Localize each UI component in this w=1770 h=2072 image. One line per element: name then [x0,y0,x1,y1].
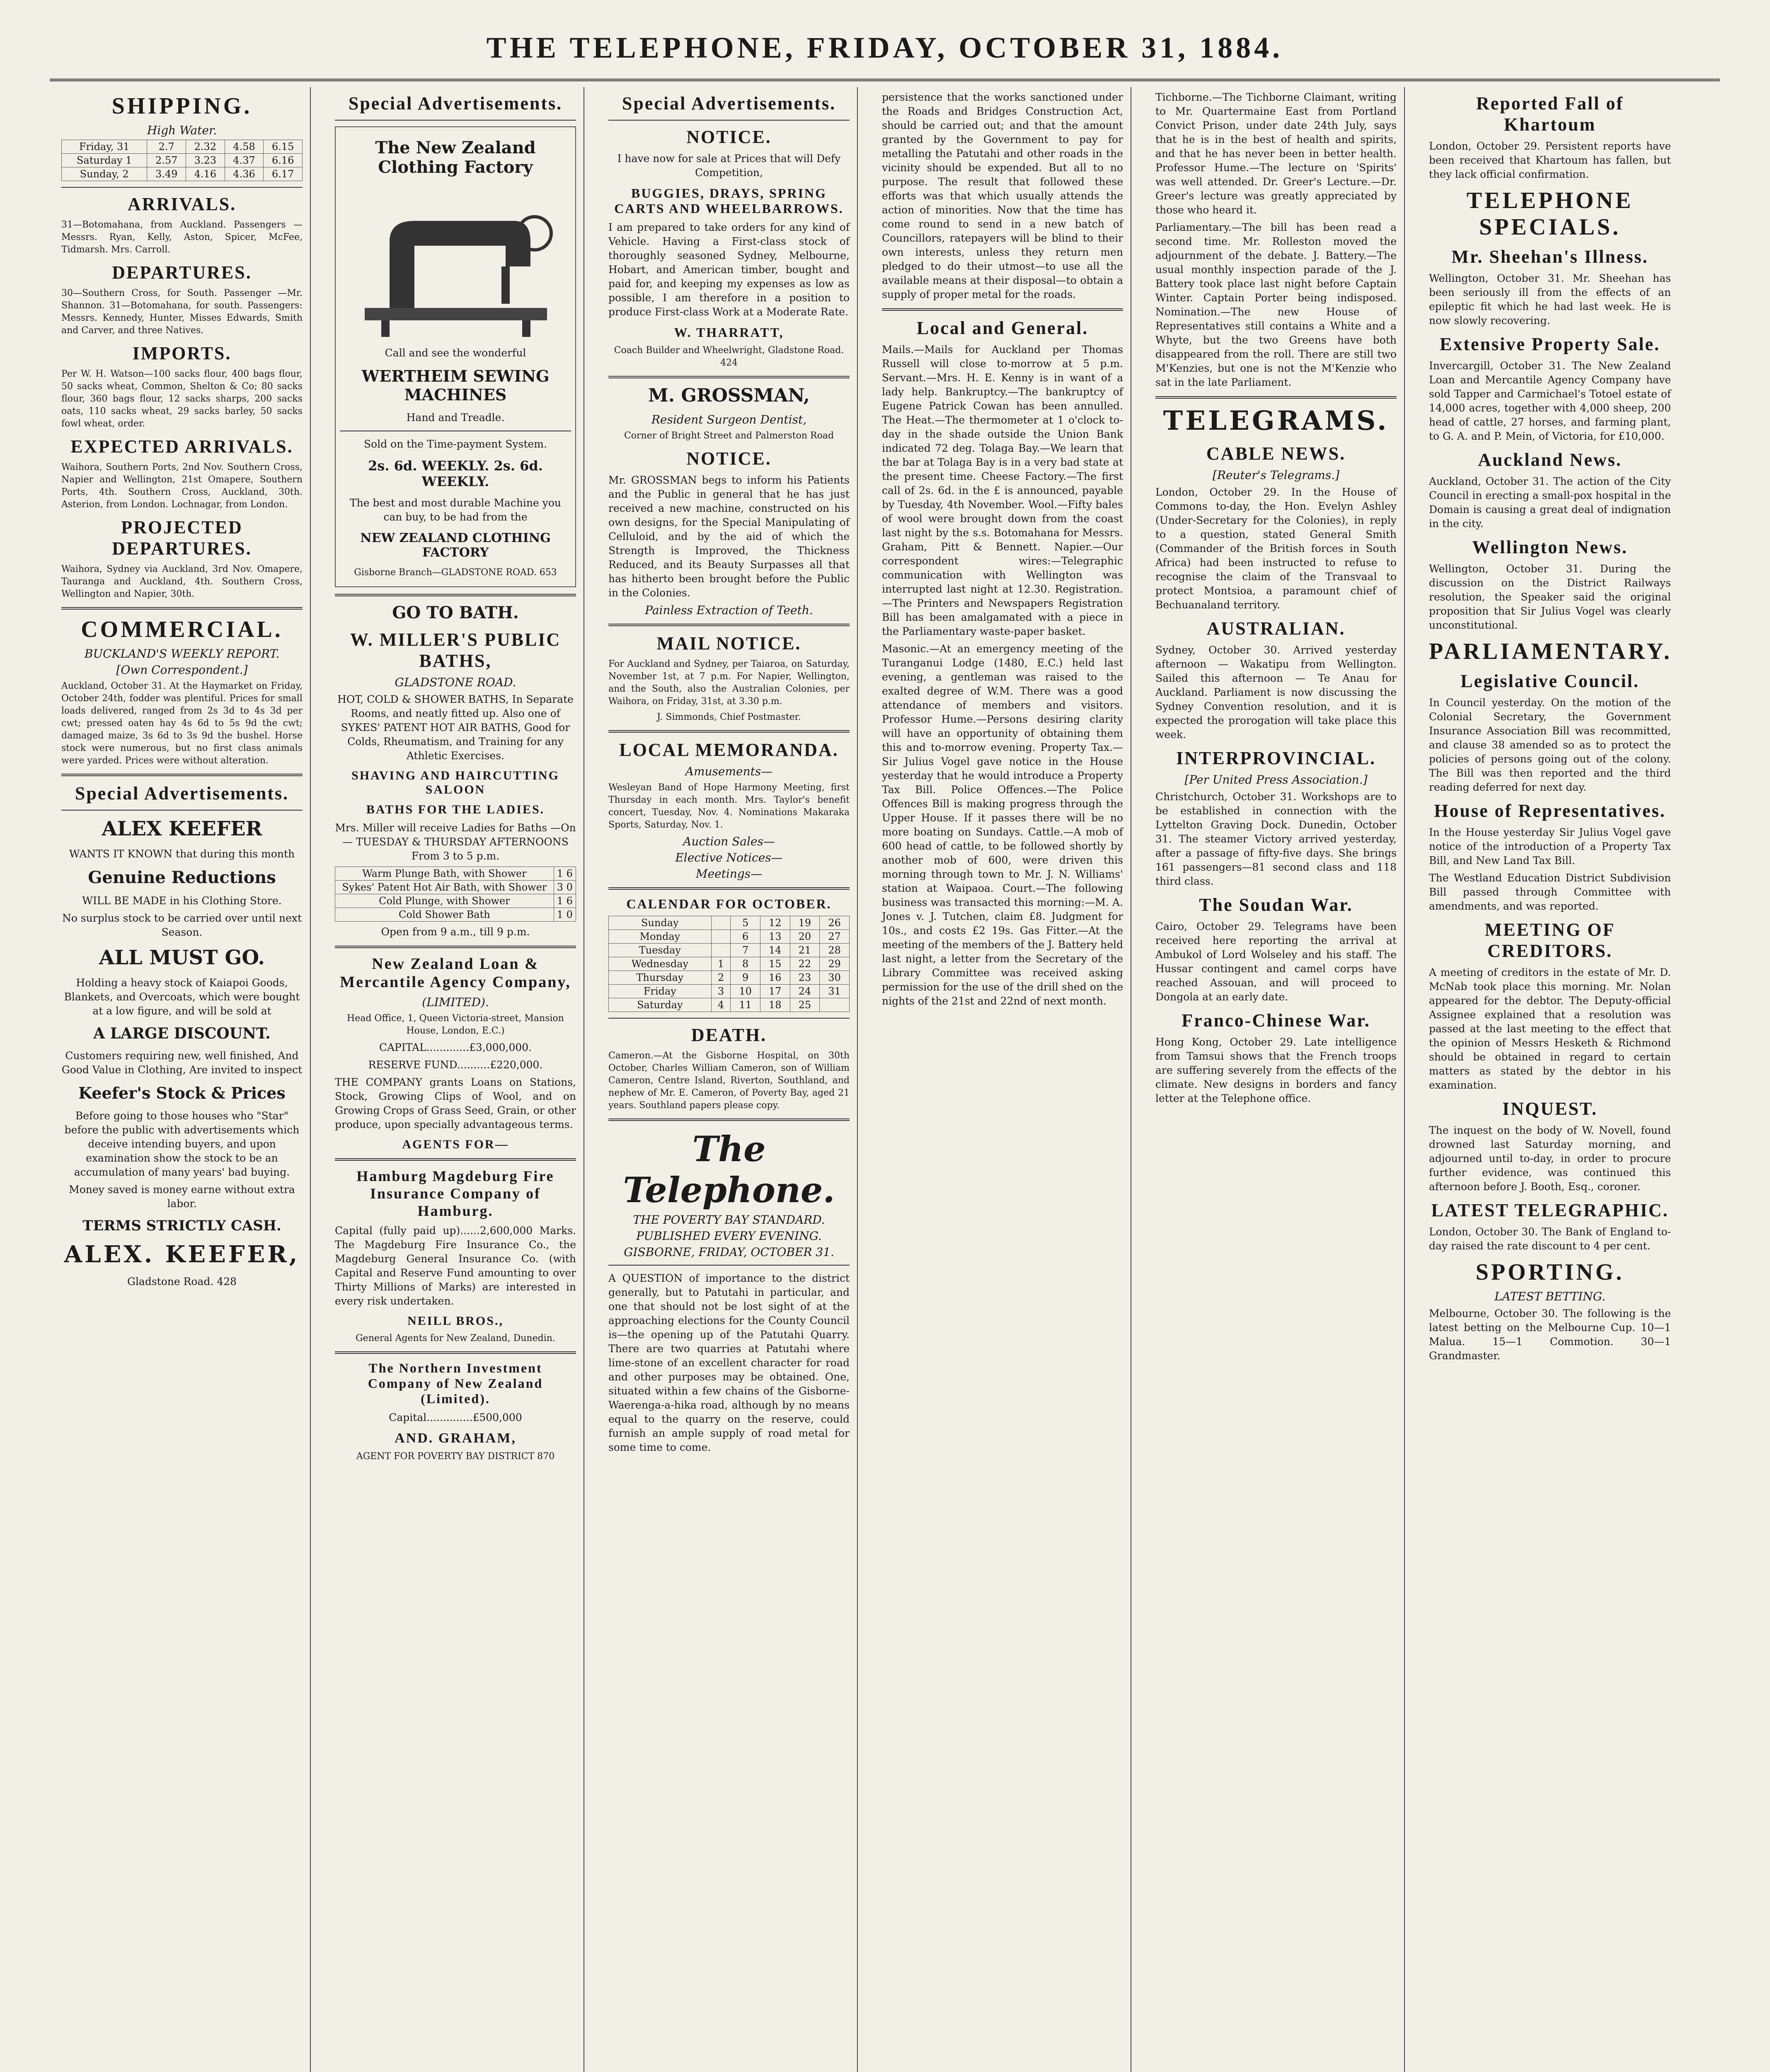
soudan-text: Cairo, October 29. Telegrams have been received here reporting the arrival at Ambukol of Lord Wolseley and his staff. The Hussar contingent and camel corps have reached Assouan, and will proceed to Dongola at an early date. [1155,920,1397,1003]
clothing-title: The New Zealand Clothing Factory [375,138,536,177]
legislative-text: In Council yesterday. On the motion of the Colonial Secretary, the Government Insurance Association Bill was recommitted, and clause 38 amended so as to protect the policies of persons going out of the colony. The Bill was then reported and the third reading deferred for next day. [1429,697,1671,793]
calendar-date [711,916,731,930]
hamburg-title: Hamburg Magdeburg Fire Insurance Company of Hamburg. [356,1168,554,1219]
calendar-row [609,971,850,985]
calendar-date: 27 [820,930,850,944]
buggies-title: BUGGIES, DRAYS, SPRING CARTS AND WHEELBARROWS. [614,186,844,216]
tide-cell: 4.36 [225,167,264,181]
calendar-date: 25 [790,998,820,1012]
calendar-date [711,930,731,944]
wellington-news-heading: Wellington News. [1472,537,1628,557]
property-sale-text: Invercargill, October 31. The New Zealand Loan and Mercantile Agency Company have sold Tapper and Carmichael's Totoel estate of 14,000 acres, together with 4,000 sheep, 200 head of cattle, 27 horses, and farming plant, to G. A. and P. Mein, of Victoria, for £10,000. [1429,360,1671,442]
calendar-day: Sunday [609,916,712,930]
loan-limited: (LIMITED). [422,995,489,1009]
dentist-text: Mr. GROSSMAN begs to inform his Patients and the Public in general that he has just received a new machine, constructed on his own designs, for the Special Manipulating of Celluloid, and by the aid of which the Strength is Improved, the Thickness Reduced, and its Beauty Surpasses all that has hitherto been brought before the Public in the Colonies. [608,474,850,599]
tide-cell: 3.49 [147,167,186,181]
agents-for: AGENTS FOR— [402,1138,509,1151]
bath-price-row [335,867,576,881]
painless-extraction: Painless Extraction of Teeth. [645,603,813,617]
soudan-heading: The Soudan War. [1199,895,1353,915]
calendar-date: 13 [760,930,790,944]
calendar-date: 9 [731,971,760,985]
keefer-footer: ALEX. KEEFER, [64,1241,300,1268]
hamburg-text: Capital (fully paid up)......2,600,000 Marks. The Magdeburg Fire Insurance Co., the Magdeburg General Insurance Co. (with Capital and Reserve Fund amounting to over Thirty Millions of Marks) are interested in every risk undertaken. [335,1225,576,1307]
calendar-day: Tuesday [609,944,712,957]
tharratt-text: Coach Builder and Wheelwright, Gladstone Road. 424 [614,345,844,368]
cable-heading: CABLE NEWS. [1206,443,1346,464]
baths-text: HOT, COLD & SHOWER BATHS, In Separate Rooms, and neatly fitted up. Also one of SYKES' PATENT HOT AIR BATHS, Good for Colds, Rheumatism, and Training for any Athletic Exercises. [337,693,574,762]
notice-text: I have now for sale at Prices that will Defy Competition, [617,152,841,179]
paper-logo: The Telephone. [623,1128,835,1210]
tide-cell: 2.7 [147,140,186,154]
calendar-date [820,998,850,1012]
ladies-text: Mrs. Miller will receive Ladies for Baths —On— TUESDAY & THURSDAY AFTERNOONS From 3 to 5 p.m. [335,822,576,862]
calendar-date: 21 [790,944,820,957]
calendar-day: Monday [609,930,712,944]
before-going-text: Before going to those houses who "Star" before the public with advertisements which deceive intending buyers, and upon examination show the stock to be an accumulation of many years' bad buying. [64,1110,300,1178]
col5-text-1: Tichborne.—The Tichborne Claimant, writing to Mr. Quartermaine East from Portland Convict Prison, under date 24th July, says that he is in the best of health and spirits, and that he has never been in better health. Professor Hume.—The lecture on 'Spirits' was well attended. Dr. Greer's Lecture.—Dr. Greer's lecture was greatly appreciated by those who heard it. [1155,91,1397,216]
calendar-date: 18 [760,998,790,1012]
telegrams-heading: TELEGRAMS. [1163,405,1389,436]
made-in-text: WILL BE MADE in his Clothing Store. [82,895,282,907]
bath-price-table [335,867,576,922]
holding-text: Holding a heavy stock of Kaiapoi Goods, Blankets, and Overcoats, which were bought at a low figure, and will be sold at [64,977,300,1017]
bath-price-row [335,881,576,894]
press-assoc-label: [Per United Press Association.] [1184,773,1368,787]
weekly-price: 2s. 6d. WEEKLY. 2s. 6d. WEEKLY. [368,458,543,489]
specials-heading: TELEPHONE SPECIALS. [1466,188,1634,240]
buggies-text: I am prepared to take orders for any kind of Vehicle. Having a First-class stock of thoroughly seasoned Sydney, Melbourne, Hobart, and American timber, bought and paid for, and keeping my expenses as low as possible, I am therefore in a position to produce First-class Work at a Moderate Rate. [608,221,850,318]
graham-name: AND. GRAHAM, [395,1431,516,1446]
calendar-day: Wednesday [609,957,712,971]
projected-heading: PROJECTED DEPARTURES. [112,517,252,559]
creditors-text: A meeting of creditors in the estate of Mr. D. McNab took place this morning. Mr. Nolan appeared for the debtor. The Deputy-official Assignee explained that a resolution was passed at the last meeting to the effect that the opinion of Messrs Hesketh & Richmond should be obtained in regard to certain matters as stated by the debtor in his examination. [1429,966,1671,1091]
calendar-heading: CALENDAR FOR OCTOBER. [626,896,832,911]
dentist-title: Resident Surgeon Dentist, [651,413,807,426]
large-discount: A LARGE DISCOUNT. [93,1025,271,1042]
keefer-text: WANTS IT KNOWN that during this month [69,848,295,860]
calendar-date: 17 [760,985,790,998]
auckland-news-heading: Auckland News. [1478,450,1622,470]
memo-text: Wesleyan Band of Hope Harmony Meeting, first Thursday in each month. Mrs. Taylor's benefit concert, Tuesday, Nov. 4. Nominations Makaraka Sports, Saturday, Nov. 1. [608,782,850,830]
calendar-row [609,944,850,957]
bath-price-cell: Cold Shower Bath [335,908,554,922]
departures-text: 30—Southern Cross, for South. Passenger —Mr. Shannon. 31—Botomahana, for south. Passengers: Messrs. Kennedy, Hunter, Misses Edwards, Smith and Carver, and three Natives. [61,288,303,336]
capital-line: CAPITAL.............£3,000,000. [379,1041,532,1053]
calendar-date: 23 [790,971,820,985]
special-ads-heading-3: Special Advertisements. [622,93,836,114]
latest-text: London, October 30. The Bank of England to-day raised the rate discount to 4 per cent. [1429,1226,1671,1252]
neill-name: NEILL BROS., [407,1314,504,1328]
nzic-title: The Northern Investment Company of New Zealand (Limited). [368,1360,543,1406]
mail-text: For Auckland and Sydney, per Taiaroa, on Saturday, November 1st, at 7 p.m. For Napier, Wellington, and the South, also the Australian Colonies, per Waihora, on Friday, 31st, at 3.30 p.m. [608,659,850,707]
meetings-label: Meetings— [695,867,763,881]
legislative-heading: Legislative Council. [1460,671,1639,691]
best-machine: The best and most durable Machine you can buy, to be had from the [349,497,562,523]
calendar-date: 12 [760,916,790,930]
westland-text: The Westland Education District Subdivision Bill passed through Committee with amendments, and was reported. [1429,872,1671,912]
sewing-machine-illustration [340,184,572,341]
column-4 [874,87,1131,2072]
commercial-heading: COMMERCIAL. [81,617,283,642]
bath-price-cell: Warm Plunge Bath, with Shower [335,867,554,881]
nzic-capital: Capital..............£500,000 [389,1411,522,1423]
projected-text: Waihora, Sydney via Auckland, 3rd Nov. Omapere, Tauranga and Auckland, 4th. Southern Cross, Wellington and Napier, 30th. [61,564,303,599]
special-ads-heading-1: Special Advertisements. [75,783,289,804]
calendar-row [609,998,850,1012]
loan-title: New Zealand Loan & Mercantile Agency Company, [340,955,571,991]
tide-cell: 6.15 [264,140,303,154]
high-water-label: High Water. [147,123,217,137]
dateline: GISBORNE, FRIDAY, OCTOBER 31. [624,1245,834,1259]
calendar-date [711,944,731,957]
editorial-text: A QUESTION of importance to the district generally, but to Patutahi in particular, and one that should not be lost sight of at the approaching elections for the County Council is—the opening up of the Patutahi Quarry. There are two quarries at Patutahi where lime-stone of an excellent character for road and other purposes may be obtained. One, situated within a few chains of the Gisborne-Waerenga-a-hika road, although by no means equal to the quarry on the reserve, could furnish an ample supply of road metal for some time to come. [608,1272,850,1453]
grossman-name: M. GROSSMAN, [648,385,810,406]
calendar-date: 11 [731,998,760,1012]
column-5 [1148,87,1405,2072]
death-heading: DEATH. [691,1025,767,1045]
local-general-text: Mails.—Mails for Auckland per Thomas Russell will close to-morrow at 5 p.m. Servant.—Mrs. H. E. Kenny is in want of a lady help. Bankruptcy.—The bankruptcy of Eugene Patrick Cowan has been annulled. The Heat.—The thermometer at 1 o'clock to-day in the shade outside the Union Bank indicated 72 deg. Tolaga Bay.—We learn that the bar at Tolaga Bay is in a very bad state at the present time. Cheese Factory.—The first call of 2s. 6d. in the £ is announced, payable by Tuesday, 4th November. Wool.—Fifty bales of wool were brought down from the coast last night by the s.s. Botomahana for Messrs. Graham, Pitt & Bennett. Napier.—Our correspondent wires:—Telegraphic communication with Wellington was interrupted last night at 12.30. Registration.—The Printers and Newspapers Registration Bill has been amalgamated with a piece in the Parliamentary waste-paper basket. [882,344,1123,637]
terms-cash: TERMS STRICTLY CASH. [82,1218,281,1234]
calendar-date: 26 [820,916,850,930]
property-sale-heading: Extensive Property Sale. [1440,334,1660,354]
expected-heading: EXPECTED ARRIVALS. [70,436,293,457]
column-1 [54,87,311,2072]
calendar-date: 14 [760,944,790,957]
tide-cell: 2.32 [186,140,225,154]
head-office: Head Office, 1, Queen Victoria-street, Mansion House, London, E.C.) [347,1013,564,1036]
keefer-title: ALEX KEEFER [102,817,262,840]
calendar-date: 8 [731,957,760,971]
latest-heading: LATEST TELEGRAPHIC. [1431,1200,1669,1220]
inquest-heading: INQUEST. [1502,1099,1598,1119]
imports-heading: IMPORTS. [132,343,232,363]
miller-title: W. MILLER'S PUBLIC BATHS, [350,629,561,671]
keefer-footer-addr: Gladstone Road. 428 [127,1276,237,1288]
calendar-date: 2 [711,971,731,985]
wellington-news-text: Wellington, October 31. During the discussion on the District Railways resolution, the Speaker said the original proposition that Sir Julius Vogel was clearly unconstitutional. [1429,563,1671,631]
bath-price-row [335,894,576,908]
reuter-label: [Reuter's Telegrams.] [1212,468,1340,482]
bath-price-cell: 3 0 [554,881,576,894]
auckland-news-text: Auckland, October 31. The action of the City Council in erecting a small-pox hospital in the Domain is causing a great deal of indignation in the city. [1429,475,1671,530]
calendar-day: Thursday [609,971,712,985]
calendar-date: 20 [790,930,820,944]
reserve-line: RESERVE FUND..........£220,000. [368,1059,543,1071]
franco-text: Hong Kong, October 29. Late intelligence from Tamsui shows that the French troops are suffering severely from the effects of the climate. New designs in borders and fancy letter at the Telephone office. [1155,1036,1397,1104]
arrivals-text: 31—Botomahana, from Auckland. Passengers — Messrs. Ryan, Kelly, Aston, Spicer, McFee, Tidmarsh. Mrs. Carroll. [61,220,303,255]
tide-row [62,154,303,167]
calendar-date: 6 [731,930,760,944]
expected-text: Waihora, Southern Ports, 2nd Nov. Southern Cross, Napier and Wellington, 21st Omapere, Southern Ports, 4th. Southern Cross, Auckland, 30th. Asterion, from London. Lochnagar, from London. [61,462,303,510]
tide-table [61,140,303,181]
no-surplus-text: No surplus stock to be carried over until next Season. [62,912,302,938]
masthead-title: THE TELEPHONE, FRIDAY, OCTOBER 31, 1884. [486,31,1283,64]
column-3 [601,87,858,2072]
australian-text: Sydney, October 30. Arrived yesterday afternoon — Wakatipu from Wellington. Sailed this afternoon — Te Anau for Auckland. Parliament is now discussing the Sydney Convention resolution, and it is expected the prorogation will take place this week. [1155,644,1397,741]
ladies-heading: BATHS FOR THE LADIES. [366,803,545,816]
tide-cell: Friday, 31 [62,140,147,154]
tide-cell: 2.57 [147,154,186,167]
bath-price-cell: 1 6 [554,867,576,881]
postmaster: J. Simmonds, Chief Postmaster. [657,712,801,722]
sheehan-text: Wellington, October 31. Mr. Sheehan has been seriously ill from the effects of an epileptic fit which he had last week. He is now slowly recovering. [1429,272,1671,327]
bath-price-cell: 1 6 [554,894,576,908]
cable-text: London, October 29. In the House of Commons to-day, the Hon. Evelyn Ashley (Under-Secretary for the Colonies), in reply to a question, stated General Smith (Commander of the British forces in South Africa) had been instructed to refuse to recognise the claim of the Transvaal to protect Montsioa, a paramount chief of Bechuanaland territory. [1155,486,1397,611]
betting-label: LATEST BETTING. [1494,1290,1605,1303]
calendar-date: 5 [731,916,760,930]
tide-cell: 3.23 [186,154,225,167]
miller-address: GLADSTONE ROAD. [395,675,516,689]
published-line: PUBLISHED EVERY EVENING. [636,1229,822,1243]
tide-cell: 4.58 [225,140,264,154]
own-correspondent: [Own Correspondent.] [116,663,248,677]
standard-line: THE POVERTY BAY STANDARD. [633,1213,825,1227]
customers-text: Customers requiring new, well finished, And Good Value in Clothing, Are invited to inspect [61,1050,303,1076]
calendar-date: 28 [820,944,850,957]
bath-price-cell: Sykes' Patent Hot Air Bath, with Shower [335,881,554,894]
calendar-date: 16 [760,971,790,985]
interprovincial-heading: INTERPROVINCIAL. [1176,748,1376,768]
shipping-heading: SHIPPING. [111,93,252,119]
tide-cell: Saturday 1 [62,154,147,167]
arrivals-heading: ARRIVALS. [127,194,237,214]
tide-cell: 4.37 [225,154,264,167]
tide-cell: Sunday, 2 [62,167,147,181]
calendar-date: 15 [760,957,790,971]
sheehan-heading: Mr. Sheehan's Illness. [1451,247,1649,267]
parliamentary-heading: PARLIAMENTARY. [1429,639,1672,664]
creditors-heading: MEETING OF CREDITORS. [1484,920,1615,961]
commercial-text: Auckland, October 31. At the Haymarket on Friday, October 24th, fodder was plentiful. Prices for small loads delivered, ranged from 2s 3d to 4s 3d per cwt; pressed oaten hay 4s 6d to 5s 9d the cwt; damaged maize, 3s 6d to 3s 9d the bushel. Horse stock were numerous, but no first class animals were yarded. Prices were without alteration. [61,681,303,766]
calendar-row [609,985,850,998]
calendar-date: 19 [790,916,820,930]
auction-label: Auction Sales— [683,835,775,848]
sewing-title: WERTHEIM SEWING MACHINES [361,367,550,404]
dentist-address: Corner of Bright Street and Palmerston Road [624,431,834,441]
calendar-date: 31 [820,985,850,998]
australian-heading: AUSTRALIAN. [1206,618,1346,639]
house-reps-heading: House of Representatives. [1434,801,1666,821]
inquest-text: The inquest on the body of W. Novell, found drowned last Saturday morning, and adjourned until to-day, in order to procure further evidence, was continued this afternoon before J. Booth, Esq., coroner. [1429,1124,1671,1193]
graham-text: AGENT FOR POVERTY BAY DISTRICT 870 [356,1451,555,1462]
special-ads-heading-2: Special Advertisements. [348,93,563,114]
masthead [50,17,1720,81]
bath-price-cell: 1 0 [554,908,576,922]
hand-treadle: Hand and Treadle. [406,411,505,424]
calendar-date: 7 [731,944,760,957]
tharratt-name: W. THARRATT, [674,325,784,340]
notice-heading: NOTICE. [686,127,772,147]
time-payment: Sold on the Time-payment System. [364,438,547,450]
betting-text: Melbourne, October 30. The following is the latest betting on the Melbourne Cup. 10—1 Malua. 15—1 Commotion. 30—1 Grandmaster. [1429,1307,1671,1362]
clothing-ad [335,126,576,587]
open-hours: Open from 9 a.m., till 9 p.m. [381,926,530,938]
imports-text: Per W. H. Watson—100 sacks flour, 400 bags flour, 50 sacks wheat, Common, Shelton & Co; 80 sacks flour, 360 bags flour, 12 sacks sharps, 200 sacks oats, 110 sacks wheat, 29 sacks barley, 50 sacks fowl wheat, order. [61,369,303,429]
amusements-label: Amusements— [685,765,773,778]
genuine-reductions: Genuine Reductions [88,868,276,887]
tide-row [62,140,303,154]
notice2-heading: NOTICE. [686,448,772,469]
calendar-date: 3 [711,985,731,998]
tide-cell: 4.16 [186,167,225,181]
loan-text: THE COMPANY grants Loans on Stations, Stock, Growing Clips of Wool, and on Growing Crops of Grass Seed, Grain, or other produce, upon specially advantageous terms. [335,1076,576,1130]
calendar-row [609,957,850,971]
tide-cell: 6.16 [264,154,303,167]
stock-prices: Keefer's Stock & Prices [78,1084,286,1102]
bath-price-cell: Cold Plunge, with Shower [335,894,554,908]
column-2 [327,87,584,2072]
calendar-row [609,916,850,930]
tide-cell: 6.17 [264,167,303,181]
calendar-date: 1 [711,957,731,971]
editorial-continued: persistence that the works sanctioned under the Roads and Bridges Construction Act, should be carried out; and that the amount granted by the Government to pay for metalling the Patutahi and other roads in the vicinity should be expended. But all to no purpose. The result that followed these efforts was that which usually attends the action of minorities. Now that the time has come round to send in a new batch of Councillors, ratepayers will be blind to their own interests, unless they return men pledged to do their utmost—to use all the available means at their disposal—to obtain a supply of proper metal for the roads. [882,91,1123,300]
goto-bath: GO TO BATH. [392,603,519,622]
calendar-date: 10 [731,985,760,998]
calendar-row [609,930,850,944]
death-text: Cameron.—At the Gisborne Hospital, on 30th October, Charles William Cameron, son of William Cameron, Centre Island, Riverton, Southland, and nephew of Mr. E. Cameron, of Poverty Bay, aged 21 years. Southland papers please copy. [608,1051,850,1111]
column-6 [1421,87,1678,2072]
neill-text: General Agents for New Zealand, Dunedin. [356,1333,555,1343]
nz-factory: NEW ZEALAND CLOTHING FACTORY [360,531,551,560]
franco-heading: Franco-Chinese War. [1182,1010,1370,1031]
calendar-date: 30 [820,971,850,985]
elective-label: Elective Notices— [675,851,783,864]
local-general-heading: Local and General. [916,318,1089,338]
col5-text-2: Parliamentary.—The bill has been read a second time. Mr. Rolleston moved the adjournment of the debate. J. Battery.—The usual monthly inspection parade of the J. Battery took place last night before Captain Winter. Captain Porter being indisposed. Nomination.—The new House of Representatives still contains a White and a Whyte, but the two Greens have both disappeared from the roll. There are still two M'Kenzies, but one is not the M'Kenzie who sat in the late Parliament. [1155,221,1397,388]
calendar-date: 22 [790,957,820,971]
tide-row [62,167,303,181]
khartoum-heading: Reported Fall of Khartoum [1476,93,1624,135]
departures-heading: DEPARTURES. [112,262,252,283]
all-must-go: ALL MUST GO. [99,946,265,969]
local-general-text-2: Masonic.—At an emergency meeting of the Turanganui Lodge (1480, E.C.) held last evening, a gentleman was raised to the exalted degree of W.M. There was a good attendance of members and visitors. Professor Hume.—Persons desiring clarity will have an opportunity of obtaining them this and to-morrow evening. Property Tax.—Sir Julius Vogel gave notice in the House yesterday that he would introduce a Property Tax Bill. Police Offences.—The Police Offences Bill is making progress through the Upper House. If it passes there will be no more boating on Sundays. Cattle.—A mob of 600 head of cattle, to be followed shortly by another mob of 600, were driven this morning through town to Mr. J. N. Williams' station at Waipaoa. Court.—The following business was transacted this morning:—M. A. Jones v. J. Tutchen, claim £8. Judgment for 10s., and costs £2 19s. Gas Fitter.—At the meeting of the members of the J. Battery held last night, a letter from the Secretary of the Library Committee was received asking permission for the use of the drill shed on the nights of the 21st and 22nd of next month. [882,643,1123,1007]
calendar-day: Saturday [609,998,712,1012]
sporting-heading: SPORTING. [1475,1259,1625,1285]
calendar-date: 4 [711,998,731,1012]
shaving-saloon: SHAVING AND HAIRCUTTING SALOON [351,769,559,796]
calendar-date: 24 [790,985,820,998]
khartoum-text: London, October 29. Persistent reports have been received that Khartoum has fallen, but they lack official confirmation. [1429,140,1671,180]
local-memo-heading: LOCAL MEMORANDA. [619,740,839,760]
calendar-day: Friday [609,985,712,998]
house-reps-text: In the House yesterday Sir Julius Vogel gave notice of the introduction of a Property Tax Bill, and New Land Tax Bill. [1429,826,1671,867]
buckland-heading: BUCKLAND'S WEEKLY REPORT. [84,647,280,661]
call-see-text: Call and see the wonderful [385,347,526,359]
bath-price-row [335,908,576,922]
money-saved-text: Money saved is money earne without extra labor. [69,1184,295,1210]
interprovincial-text: Christchurch, October 31. Workshops are to be established in connection with the Lyttelton Graving Dock. Dunedin, October 31. The steamer Victory arrived yesterday, after a passage of fifty-five days. She brings 161 passengers—81 second class and 118 third class. [1155,791,1397,887]
calendar-date: 29 [820,957,850,971]
calendar-table [608,916,850,1012]
gisborne-branch: Gisborne Branch—GLADSTONE ROAD. 653 [354,567,557,578]
mail-heading: MAIL NOTICE. [656,633,801,654]
